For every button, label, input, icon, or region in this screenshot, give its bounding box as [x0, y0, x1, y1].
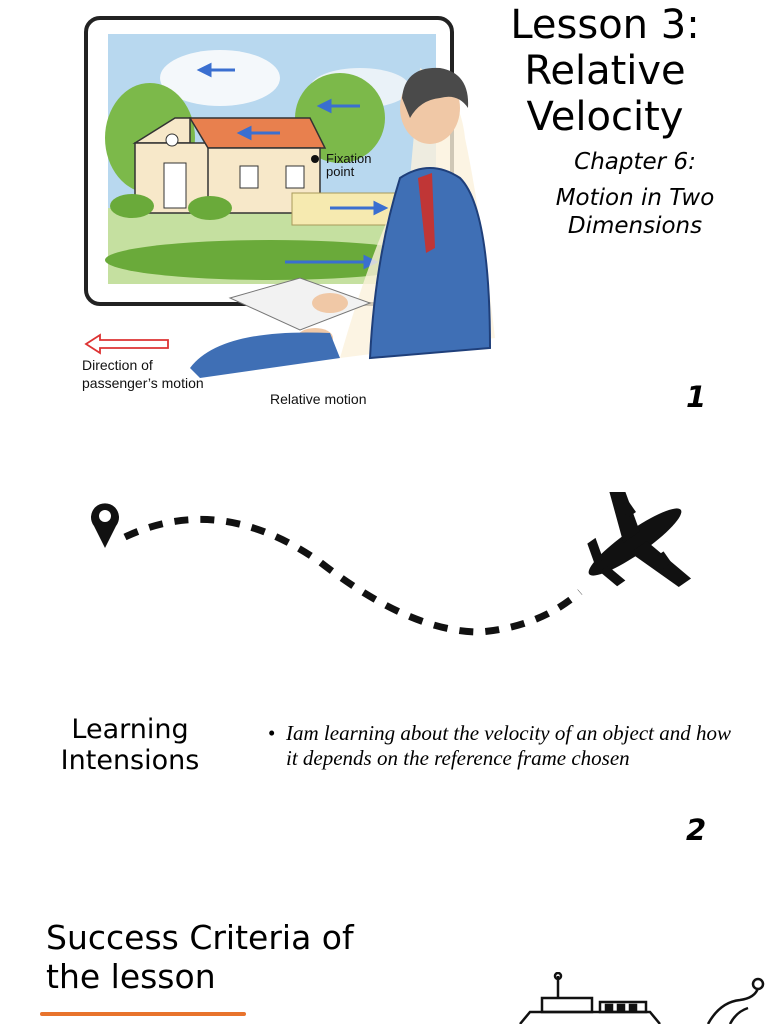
slide-2	[0, 432, 768, 864]
airplane-icon	[554, 492, 700, 625]
relative-motion-caption: Relative motion	[270, 391, 367, 407]
direction-caption: Direction of passenger’s motion	[82, 357, 204, 391]
ship-icon	[500, 972, 768, 1024]
success-criteria-heading: Success Criteria of the lesson	[46, 918, 354, 996]
map-pin-icon	[91, 494, 135, 548]
chapter-subtitle: Chapter 6: Motion in Two Dimensions	[555, 149, 715, 239]
slide-3	[0, 864, 768, 1024]
flight-route-graphic	[80, 492, 700, 712]
bullet: •	[268, 721, 276, 745]
learning-intentions-heading: Learning Intensions	[60, 714, 200, 776]
lesson-title: Lesson 3: Relative Velocity	[510, 2, 700, 140]
slide-1	[0, 0, 768, 432]
slide-number: 1	[686, 380, 707, 414]
learning-intention-item: • Iam learning about the velocity of an object and how it depends on the reference frame chosen	[268, 721, 731, 770]
fixation-point-label: Fixation point	[326, 151, 372, 179]
heading-underline	[40, 1012, 246, 1016]
slide-number: 2	[686, 813, 707, 847]
